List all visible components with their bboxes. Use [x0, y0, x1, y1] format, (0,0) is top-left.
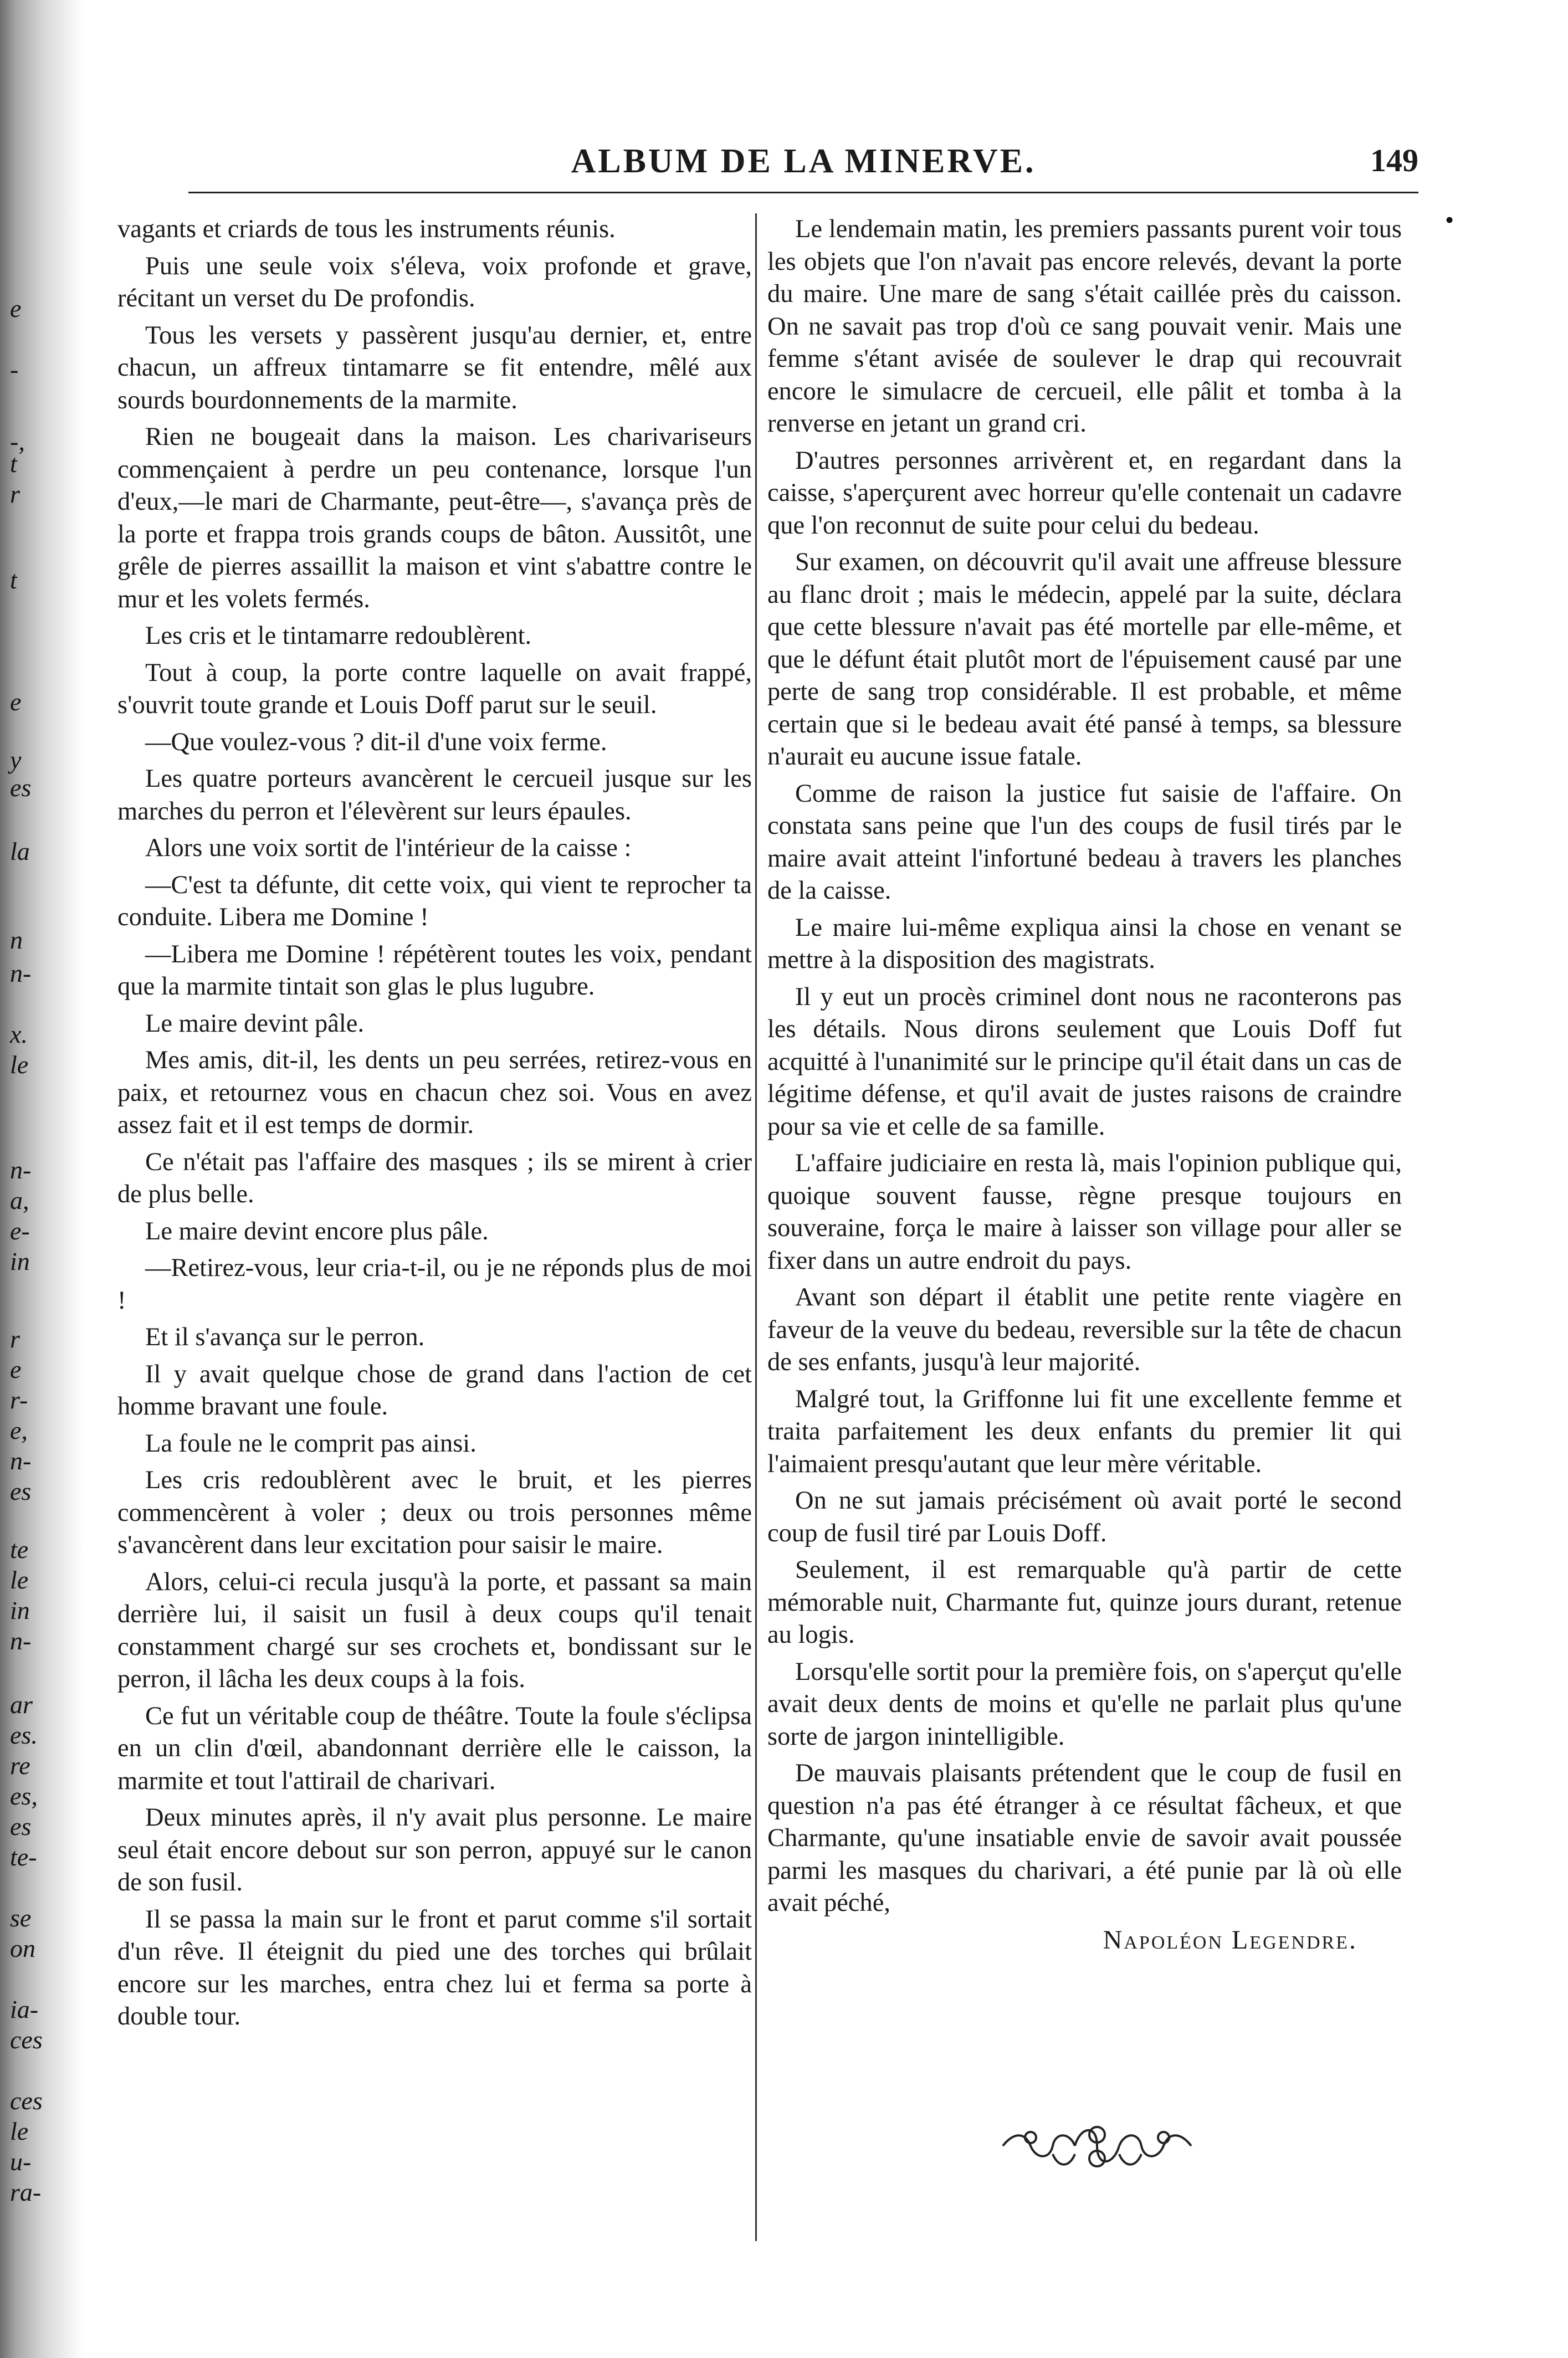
paragraph: Avant son départ il établit une petite rente viagère en faveur de la veuve du bedeau, reversible sur la tête de chacun de ses enfants, jusqu'à leur majorité.: [767, 1283, 1402, 1376]
margin-fragment: n-: [10, 1627, 32, 1655]
paragraph: Tout à coup, la porte contre laquelle on avait frappé, s'ouvrit toute grande et Louis Doff parut sur le seuil.: [117, 658, 752, 719]
margin-fragment: n-: [10, 1156, 32, 1184]
margin-fragment: se: [10, 1904, 32, 1932]
paragraph: On ne sut jamais précisément où avait porté le second coup de fusil tiré par Louis Doff.: [767, 1486, 1402, 1547]
margin-fragment: te-: [10, 1843, 37, 1871]
margin-fragment: r: [10, 480, 20, 508]
paragraph: La foule ne le comprit pas ainsi.: [145, 1429, 476, 1458]
paragraph: —C'est ta défunte, dit cette voix, qui vient te reprocher ta conduite. Libera me Domine !: [117, 870, 752, 931]
author-signature: Napoléon Legendre.: [1103, 1925, 1357, 1955]
margin-fragment: n-: [10, 1447, 32, 1475]
margin-fragment: t: [10, 449, 17, 478]
paragraph: Ce fut un véritable coup de théâtre. Toute la foule s'éclipsa en un clin d'œil, abandonnant derrière elle le caisson, la marmite et tout l'attirail de charivari.: [117, 1701, 752, 1795]
paragraph: —Libera me Domine ! répétèrent toutes les voix, pendant que la marmite tintait son glas le plus lugubre.: [117, 940, 752, 1001]
margin-fragment: ar: [10, 1690, 33, 1719]
paragraph: Le maire lui-même expliqua ainsi la chose en venant se mettre à la disposition des magistrats.: [767, 913, 1402, 974]
paragraph: Il y avait quelque chose de grand dans l'action de cet homme bravant une foule.: [117, 1360, 752, 1421]
paragraph: Seulement, il est remarquable qu'à partir de cette mémorable nuit, Charmante fut, quinze jours durant, retenue au logis.: [767, 1556, 1402, 1649]
margin-fragment: la: [10, 837, 30, 865]
margin-fragment: t: [10, 566, 17, 594]
margin-fragment: te: [10, 1535, 29, 1564]
margin-fragment: -: [10, 355, 19, 383]
paragraph: Lorsqu'elle sortit pour la première fois, on s'aperçut qu'elle avait deux dents de moins et qu'elle ne parlait plus qu'une sorte de jargon inintelligible.: [767, 1657, 1402, 1751]
margin-fragment: x.: [10, 1020, 28, 1048]
paragraph: Le maire devint encore plus pâle.: [145, 1217, 489, 1245]
paragraph: Rien ne bougeait dans la maison. Les charivariseurs commençaient à perdre un peu contenance, lorsque l'un d'eux,—le mari de Charmante, peut-être—, s'avança près de la porte et frappa trois grands coups de bâton. Aussitôt, une grêle de pierres assaillit la maison et vint s'abattre contre le mur et les volets fermés.: [117, 423, 752, 613]
margin-fragment: in: [10, 1596, 30, 1624]
margin-fragment: a,: [10, 1186, 29, 1214]
paragraph: —Que voulez-vous ? dit-il d'une voix ferme.: [145, 727, 607, 756]
paragraph: Le maire devint pâle.: [145, 1009, 365, 1038]
margin-fragment: n-: [10, 959, 32, 987]
margin-fragment: ia-: [10, 1995, 39, 2023]
margin-fragment: es,: [10, 1782, 38, 1810]
margin-fragment: e,: [10, 1416, 28, 1444]
margin-fragment: ra-: [10, 2178, 42, 2206]
margin-fragment: e: [10, 294, 22, 322]
margin-fragment: le: [10, 1050, 29, 1079]
paragraph: Et il s'avança sur le perron.: [145, 1323, 425, 1351]
margin-fragment: -,: [10, 427, 25, 455]
margin-fragment: r: [10, 1325, 20, 1353]
page-number: 149: [1370, 142, 1418, 178]
paragraph: vagants et criards de tous les instruments réunis.: [117, 215, 616, 243]
margin-fragment: e-: [10, 1217, 30, 1245]
paragraph: Tous les versets y passèrent jusqu'au dernier, et, entre chacun, un affreux tintamarre se fit entendre, mêlé aux sourds bourdonnements de la marmite.: [117, 321, 752, 414]
margin-fragment: u-: [10, 2147, 32, 2176]
paragraph: Deux minutes après, il n'y avait plus personne. Le maire seul était encore debout sur son perron, appuyé sur le canon de son fusil.: [117, 1803, 752, 1896]
paragraph: Les cris et le tintamarre redoublèrent.: [145, 622, 532, 650]
paragraph: Les quatre porteurs avancèrent le cercueil jusque sur les marches du perron et l'élevèrent sur leurs épaules.: [117, 765, 752, 826]
journal-title: ALBUM DE LA MINERVE.: [571, 142, 1036, 180]
margin-fragment: es: [10, 773, 32, 802]
margin-fragment: n: [10, 926, 23, 954]
margin-fragment: ces: [10, 2087, 43, 2115]
paragraph: Il y eut un procès criminel dont nous ne raconterons pas les détails. Nous dirons seulement que Louis Doff fut acquitté à l'unanimité sur le principe qu'il était dans un cas de légitime défense, et qu'il avait de justes raisons de craindre pour sa vie et celle de sa famille.: [767, 982, 1402, 1141]
paragraph: Alors, celui-ci recula jusqu'à la porte, et passant sa main derrière lui, il saisit un fusil à deux coups qu'il tenait constamment chargé sur ses crochets et, bondissant sur le perron, il lâcha les deux coups à la fois.: [117, 1567, 752, 1693]
margin-fragment: es: [10, 1477, 32, 1505]
paragraph: —Retirez-vous, leur cria-t-il, ou je ne réponds plus de moi !: [117, 1254, 752, 1315]
paragraph: Alors une voix sortit de l'intérieur de la caisse :: [145, 834, 632, 862]
column-divider: [755, 213, 757, 2241]
paragraph: D'autres personnes arrivèrent et, en regardant dans la caisse, s'aperçurent avec horreur qu'elle contenait un cadavre que l'on reconnut de suite pour celui du bedeau.: [767, 446, 1402, 540]
scroll-ornament-icon: [997, 2115, 1197, 2176]
paragraph: Comme de raison la justice fut saisie de l'affaire. On constata sans peine que l'un des coups de fusil tirés par le maire avait atteint l'infortuné bedeau à travers les planches de la caisse.: [767, 779, 1402, 905]
margin-fragment: y: [10, 746, 22, 774]
paragraph: Le lendemain matin, les premiers passants purent voir tous les objets que l'on n'avait pas encore relevés, devant la porte du maire. Une mare de sang s'était caillée près du caisson. On ne savait pas trop d'où ce sang pouvait venir. Mais une femme s'étant avisée de soulever le drap qui recouvrait encore le simulacre de cercueil, elle pâlit et tomba à la renverse en jetant un grand cri.: [767, 215, 1402, 438]
margin-fragment: re: [10, 1751, 30, 1780]
paragraph: Mes amis, dit-il, les dents un peu serrées, retirez-vous en paix, et retournez vous en chacun chez soi. Vous en avez assez fait et il est temps de dormir.: [117, 1046, 752, 1139]
paragraph: Puis une seule voix s'éleva, voix profonde et grave, récitant un verset du De profondis.: [117, 252, 752, 312]
running-header: [188, 142, 1418, 193]
margin-fragment: le: [10, 1566, 29, 1594]
margin-fragment: e: [10, 1355, 22, 1383]
margin-fragment: r-: [10, 1386, 28, 1414]
margin-fragment: es: [10, 1812, 32, 1841]
right-column: [767, 213, 1402, 1961]
margin-fragment: le: [10, 2117, 29, 2145]
paragraph: L'affaire judiciaire en resta là, mais l'opinion publique qui, quoique souvent fausse, règne presque toujours en souveraine, força le maire à laisser son village pour aller se fixer dans un autre endroit du pays.: [767, 1149, 1402, 1275]
margin-fragment: es.: [10, 1721, 38, 1749]
paragraph: De mauvais plaisants prétendent que le coup de fusil en question n'a pas été étranger à ce résultat fâcheux, et que Charmante, qu'une insatiable envie de savoir avait poussée parmi les masques du charivari, a été punie par là où elle avait péché,: [767, 1759, 1402, 1917]
paragraph: Il se passa la main sur le front et parut comme s'il sortait d'un rêve. Il éteignit du pied une des torches qui brûlait encore sur les marches, entra chez lui et ferma sa porte à double tour.: [117, 1905, 752, 2031]
paragraph: Les cris redoublèrent avec le bruit, et les pierres commencèrent à voler ; deux ou trois personnes même s'avancèrent dans leur excitation pour saisir le maire.: [117, 1466, 752, 1559]
stray-ink-mark: •: [1445, 206, 1454, 234]
margin-fragment: e: [10, 688, 22, 716]
page-edge-shadow: [0, 0, 83, 2358]
paragraph: Malgré tout, la Griffonne lui fit une excellente femme et traita parfaitement les deux enfants du premier lit qui l'aimaient presqu'autant que leur mère véritable.: [767, 1385, 1402, 1478]
margin-fragment: ces: [10, 2026, 43, 2054]
paragraph: Sur examen, on découvrit qu'il avait une affreuse blessure au flanc droit ; mais le médecin, appelé par la suite, déclara que cette blessure n'avait pas été mortelle par elle-même, et que le défunt était plutôt mort de l'épuisement causé par une perte de sang trop considérable. Il est probable, et même certain que si le bedeau avait été pansé à temps, sa blessure n'aurait eu aucune issue fatale.: [767, 548, 1402, 771]
left-column: [117, 213, 752, 2038]
paragraph: Ce n'était pas l'affaire des masques ; ils se mirent à crier de plus belle.: [117, 1147, 752, 1208]
margin-fragment: on: [10, 1934, 35, 1962]
margin-fragment: in: [10, 1247, 30, 1275]
